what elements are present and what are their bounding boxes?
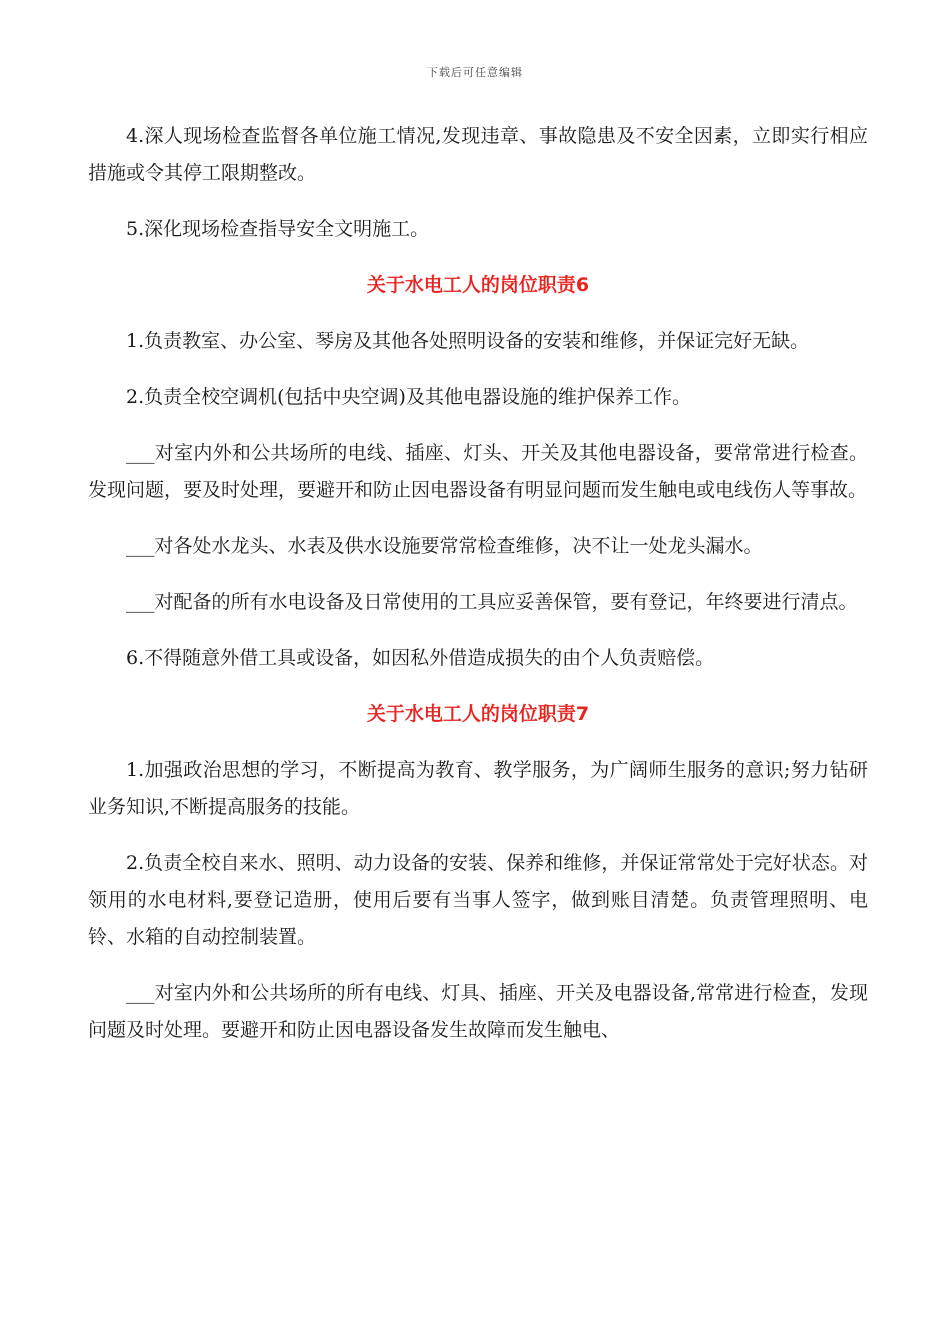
document-body xyxy=(88,118,868,1068)
paragraph-duty-7-2: 2.负责全校自来水、照明、动力设备的安装、保养和维修，并保证常常处于完好状态。对领用的水电材料,要登记造册，使用后要有当事人签字，做到账目清楚。负责管理照明、电铃、水箱的自动控制装置。 xyxy=(88,852,868,948)
paragraph-duty-1: 1.负责教室、办公室、琴房及其他各处照明设备的安装和维修，并保证完好无缺。 xyxy=(126,330,810,352)
paragraph-duty-3: ___对室内外和公共场所的电线、插座、灯头、开关及其他电器设备，要常常进行检查。发现问题，要及时处理，要避开和防止因电器设备有明显问题而发生触电或电线伤人等事故。 xyxy=(88,442,868,501)
paragraph-duty-6: 6.不得随意外借工具或设备，如因私外借造成损失的由个人负责赔偿。 xyxy=(126,647,715,669)
paragraph-duty-4: ___对各处水龙头、水表及供水设施要常常检查维修，决不让一处龙头漏水。 xyxy=(126,535,763,557)
paragraph-duty-2: 2.负责全校空调机(包括中央空调)及其他电器设施的维护保养工作。 xyxy=(126,386,691,408)
paragraph-duty-5: ___对配备的所有水电设备及日常使用的工具应妥善保管，要有登记，年终要进行清点。 xyxy=(126,591,858,613)
section-heading-6: 关于水电工人的岗位职责6 xyxy=(366,274,590,296)
paragraph-item-5: 5.深化现场检查指导安全文明施工。 xyxy=(126,218,430,240)
paragraph-item-4: 4.深人现场检查监督各单位施工情况,发现违章、事故隐患及不安全因素，立即实行相应措施或令其停工限期整改。 xyxy=(88,125,868,184)
paragraph-duty-7-3: ___对室内外和公共场所的所有电线、灯具、插座、开关及电器设备,常常进行检查，发现问题及时处理。要避开和防止因电器设备发生故障而发生触电、 xyxy=(88,982,868,1041)
paragraph-duty-7-1: 1.加强政治思想的学习，不断提高为教育、教学服务，为广阔师生服务的意识;努力钻研业务知识,不断提高服务的技能。 xyxy=(88,759,868,818)
header-note: 下载后可任意编辑 xyxy=(427,66,523,79)
section-heading-7: 关于水电工人的岗位职责7 xyxy=(366,703,590,725)
